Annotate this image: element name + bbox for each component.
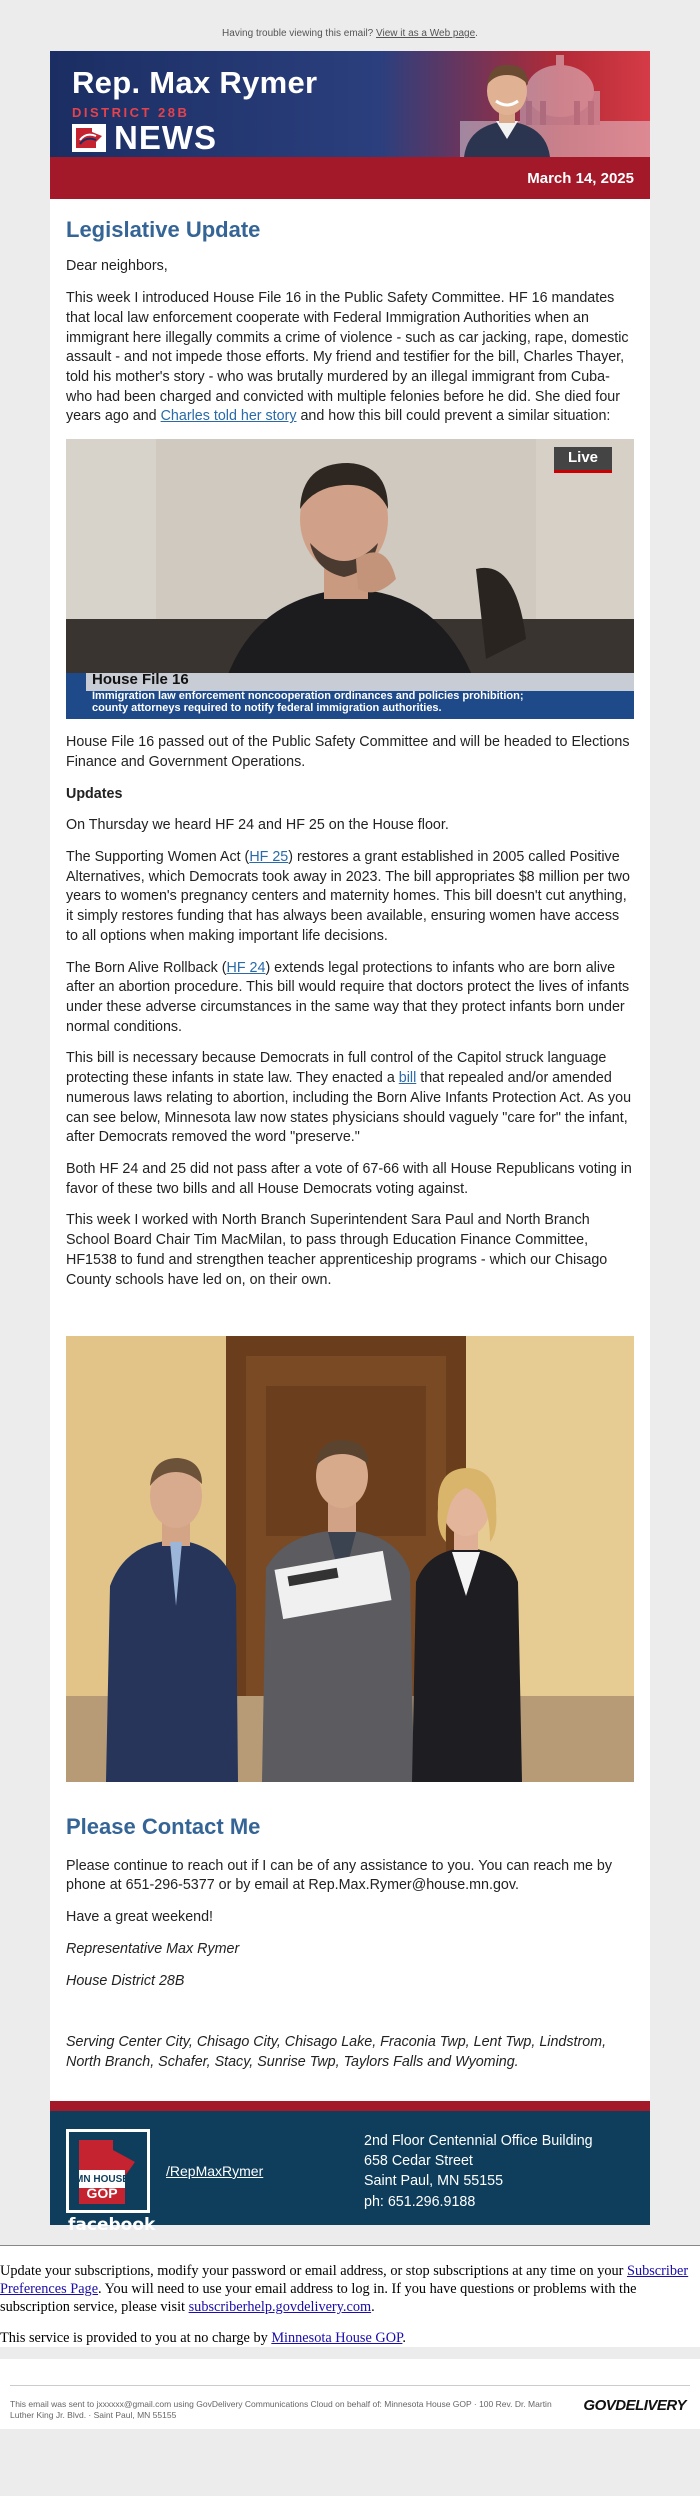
signature-district: House District 28B [66,1972,185,1989]
hf25-link[interactable]: HF 25 [249,848,289,865]
contact-paragraph: Please continue to reach out if I can be of any assistance to you. You can reach me by phone at 651-296-5377 or by email at Rep.Max.Rymer@house.mn.gov. [66,1857,613,1894]
subscriber-preferences-link[interactable]: Subscriber Preferences Page [0,2262,689,2298]
preheader: Having trouble viewing this email? View it as a Web page. [222,28,478,39]
date-band [50,157,650,199]
address-line: 2nd Floor Centennial Office Building [364,2132,593,2149]
charles-story-link[interactable]: Charles told her story [160,408,297,425]
subscription-info [0,2245,700,2347]
mn-house-label: MN HOUSE [75,2173,129,2185]
serving-areas: Serving Center City, Chisago City, Chisago Lake, Fraconia Twp, Lent Twp, Lindstrom, North Branch, Schafer, Stacy, Sunrise Twp, Taylors Falls and Wyoming. [66,2034,607,2071]
footer-band [50,2101,650,2235]
banner-news: NEWS [114,119,217,156]
live-badge: Live [554,447,612,473]
subscriber-help-link[interactable]: subscriberhelp.govdelivery.com [188,2299,372,2316]
bottom-area [0,2359,700,2429]
lower-third-line2: county attorneys required to notify federal immigration authorities. [92,701,442,714]
updates-heading: Updates [66,785,123,802]
supporting-women-paragraph: The Supporting Women Act (HF 25) restores a grant established in 2005 called Positive Alternatives, which Democrats took away in 2023. The bill appropriates $8 million per two years to women's pregnancy centers and maternity homes. This bill doesn't cut anything, it simply restores funding that has always been available, ensuring women have access to all options when making important life decisions. [66,848,630,944]
address-line: 658 Cedar Street [364,2153,473,2170]
greeting: Dear neighbors, [66,258,168,275]
representative-portrait [460,55,554,157]
govdelivery-logo[interactable]: GOVDELIVERY [583,2396,686,2414]
service-paragraph: This service is provided to you at no charge by Minnesota House GOP. [0,2329,406,2346]
intro-paragraph: This week I introduced House File 16 in the Public Safety Committee. HF 16 mandates that local law enforcement cooperate with Federal Immigration Authorities when an immigrant here illegally commits a crime of violence - such as car jacking, rape, domestic assault - and not impede those efforts. My friend and testifier for the bill, Charles Thayer, told his mother's story - who was brutally murdered by an illegal immigrant from Cuba- who had been charged and convicted with multiple felonies before he did. She died four years ago and Charles told her story and how this bill could prevent a similar situation: [66,290,629,425]
passed-paragraph: House File 16 passed out of the Public Safety Committee and will be headed to Elections Finance and Government Operations. [66,734,630,770]
preheader-text: Having trouble viewing this email? [222,28,374,39]
banner-district: DISTRICT 28B [72,105,190,120]
address-line: Saint Paul, MN 55155 [364,2173,504,2190]
gop-label: GOP [86,2184,118,2201]
web-page-link[interactable]: View it as a Web page [376,28,476,39]
office-address [364,2131,593,2212]
teacher-paragraph: This week I worked with North Branch Superintendent Sara Paul and North Branch School Board Chair Tim MacMilan, to pass through Education Finance Committee, HF1538 to fund and strengthen teacher apprenticeship programs - which our Chisago County schools have led on, on their own. [66,1212,608,1288]
newsletter-date: March 14, 2025 [527,170,634,187]
bill-link[interactable]: bill [398,1070,417,1087]
facebook-icon[interactable]: facebook [68,2214,156,2235]
thursday-paragraph: On Thursday we heard HF 24 and HF 25 on the House floor. [66,817,449,834]
subscription-paragraph: Update your subscriptions, modify your password or email address, or stop subscriptions at any time on your Subscriber Preferences Page. You will need to use your email address to log in. If you have questions or problems with the subscription service, please visit subscriberhelp.govdelivery.com. [0,2262,689,2316]
signature-name: Representative Max Rymer [66,1940,240,1957]
born-alive-paragraph: The Born Alive Rollback (HF 24) extends legal protections to infants who are born alive after an abortion procedure. This bill would require that doctors protect the lives of infants under these adverse circumstances in the same way that they protect infants born under normal conditions. [66,959,630,1035]
weekend-line: Have a great weekend! [66,1909,214,1926]
facebook-page-link[interactable]: /RepMaxRymer [166,2162,264,2179]
vote-paragraph: Both HF 24 and 25 did not pass after a vote of 67-66 with all House Republicans voting in favor of these two bills and all House Democrats voting against. [66,1161,632,1197]
necessary-paragraph: This bill is necessary because Democrats in full control of the Capitol struck language protecting these infants in state law. They enacted a bill that repealed and/or amended numerous laws relating to abortion, including the Born Alive Infants Protection Act. As you can see below, Minnesota law now states physicians should vaguely "care for" the infant, after Democrats removed the word "preserve." [66,1050,632,1146]
header-banner [50,51,650,157]
hf24-link[interactable]: HF 24 [226,959,266,976]
lower-third-line1: Immigration law enforcement noncooperation ordinances and policies prohibition; [92,689,524,702]
mn-state-icon [72,124,106,152]
main-content [50,199,650,2101]
phone-line: ph: 651.296.9188 [364,2193,476,2210]
section-title-legislative-update: Legislative Update [66,217,261,242]
house-gop-link[interactable]: Minnesota House GOP [271,2329,403,2346]
mn-house-gop-logo[interactable] [66,2129,150,2213]
newsletter-card [50,51,650,2235]
lower-third-title: House File 16 [92,671,189,689]
group-photo [66,1336,634,1782]
hearing-video-still[interactable] [66,439,634,719]
sent-to-notice: This email was sent to jxxxxxx@gmail.com using GovDelivery Communications Cloud on behalf of: Minnesota House GOP · 100 Rev. Dr. Martin Luther King Jr. Blvd. · Saint Paul, MN 55155 [10,2398,552,2420]
banner-title: Rep. Max Rymer [72,65,318,100]
section-title-contact: Please Contact Me [66,1814,261,1840]
divider [10,2385,690,2386]
